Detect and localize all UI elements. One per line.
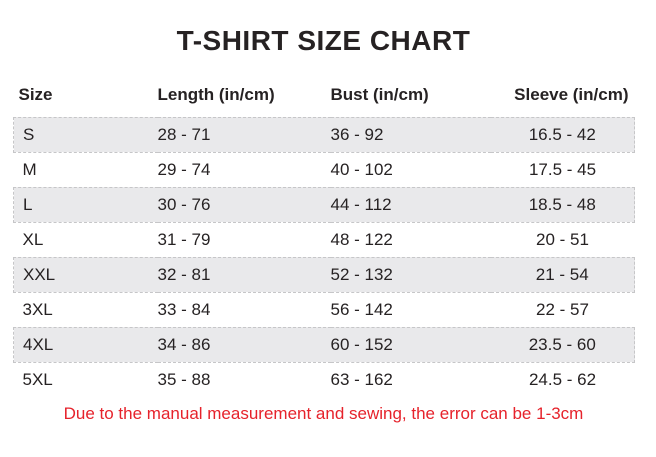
sleeve-cell: 22 - 57 (536, 299, 589, 319)
length-cell: 29 - 74 (157, 159, 211, 179)
size-cell: 3XL (22, 299, 53, 319)
length-cell: 33 - 84 (157, 299, 211, 319)
bust-cell: 60 - 152 (331, 327, 491, 362)
length-cell: 32 - 81 (158, 257, 331, 292)
bust-cell: 52 - 132 (331, 257, 491, 292)
bust-cell: 40 - 102 (330, 159, 393, 179)
table-row (14, 257, 635, 292)
header-row (14, 74, 635, 117)
table-row (14, 327, 635, 362)
table-row (14, 222, 635, 257)
table-header (14, 74, 635, 117)
size-cell: 5XL (22, 369, 53, 389)
bust-cell: 63 - 162 (330, 369, 393, 389)
size-cell: XXL (14, 257, 158, 292)
size-cell: S (14, 117, 158, 152)
sleeve-cell: 21 - 54 (491, 257, 635, 292)
length-cell: 28 - 71 (158, 117, 331, 152)
content-wrapper (13, 26, 634, 424)
table-row (14, 292, 635, 327)
sleeve-cell: 17.5 - 45 (528, 159, 597, 179)
sleeve-cell: 24.5 - 62 (528, 369, 597, 389)
table-row (14, 117, 635, 152)
bust-cell: 48 - 122 (330, 229, 393, 249)
sleeve-cell: 23.5 - 60 (491, 327, 635, 362)
length-cell: 31 - 79 (157, 229, 211, 249)
size-cell: XL (22, 229, 44, 249)
size-cell: 4XL (14, 327, 158, 362)
page-title: T-SHIRT SIZE CHART (176, 25, 471, 56)
column-header-sleeve: Sleeve (in/cm) (514, 85, 629, 105)
sleeve-cell: 16.5 - 42 (491, 117, 635, 152)
bust-cell: 56 - 142 (330, 299, 393, 319)
bust-cell: 44 - 112 (331, 187, 491, 222)
table-body (14, 117, 635, 397)
column-header-length: Length (in/cm) (157, 85, 275, 105)
column-header-size: Size (18, 85, 53, 105)
measurement-note: Due to the manual measurement and sewing, the error can be 1-3cm (63, 404, 584, 423)
sleeve-cell: 18.5 - 48 (491, 187, 635, 222)
table-row (14, 152, 635, 187)
bust-cell: 36 - 92 (331, 117, 491, 152)
sleeve-cell: 20 - 51 (536, 229, 589, 249)
length-cell: 34 - 86 (158, 327, 331, 362)
table-row (14, 187, 635, 222)
size-cell: L (14, 187, 158, 222)
length-cell: 35 - 88 (157, 369, 211, 389)
table-row (14, 362, 635, 397)
size-cell: M (22, 159, 37, 179)
length-cell: 30 - 76 (158, 187, 331, 222)
column-header-bust: Bust (in/cm) (330, 85, 429, 105)
size-chart-table (13, 74, 635, 397)
